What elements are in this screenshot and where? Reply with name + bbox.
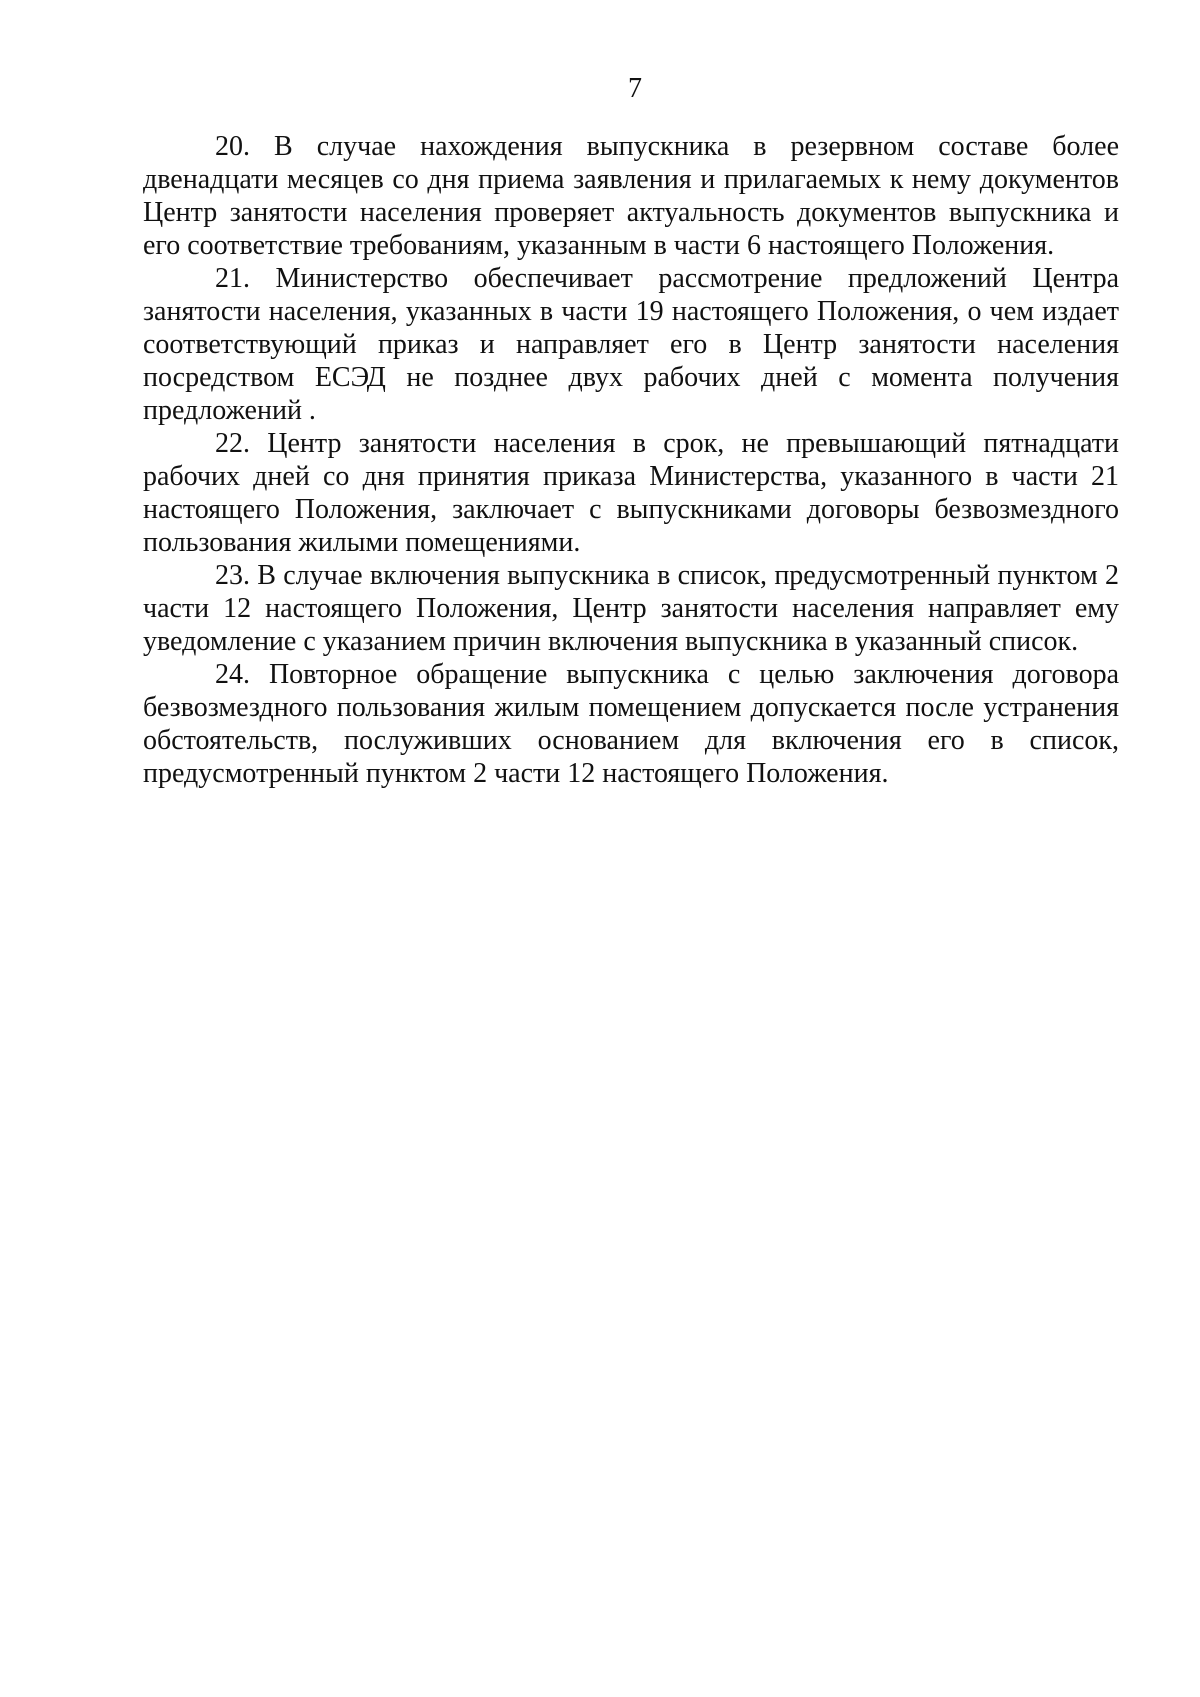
paragraph-22: 22. Центр занятости населения в срок, не превышающий пятнадцати рабочих дней со дня принятия приказа Министерства, указанного в части 21 настоящего Положения, заключает с выпускниками договоры безвозмездного пользования жилыми помещениями. xyxy=(143,428,1119,558)
paragraph-20: 20. В случае нахождения выпускника в резервном составе более двенадцати месяцев со дня приема заявления и прилагаемых к нему документов Центр занятости населения проверяет актуальность документов выпускника и его соответствие требованиям, указанным в части 6 настоящего Положения. xyxy=(143,131,1119,261)
document-body xyxy=(143,130,1119,790)
page-number: 7 xyxy=(628,73,642,104)
paragraph-23: 23. В случае включения выпускника в список, предусмотренный пунктом 2 части 12 настоящего Положения, Центр занятости населения направляет ему уведомление с указанием причин включения выпускника в указанный список. xyxy=(143,560,1119,657)
paragraph-24: 24. Повторное обращение выпускника с целью заключения договора безвозмездного пользования жилым помещением допускается после устранения обстоятельств, послуживших основанием для включения его в список, предусмотренный пунктом 2 части 12 настоящего Положения. xyxy=(143,659,1119,789)
paragraph-21: 21. Министерство обеспечивает рассмотрение предложений Центра занятости населения, указанных в части 19 настоящего Положения, о чем издает соответствующий приказ и направляет его в Центр занятости населения посредством ЕСЭД не позднее двух рабочих дней с момента получения предложений . xyxy=(143,263,1119,426)
